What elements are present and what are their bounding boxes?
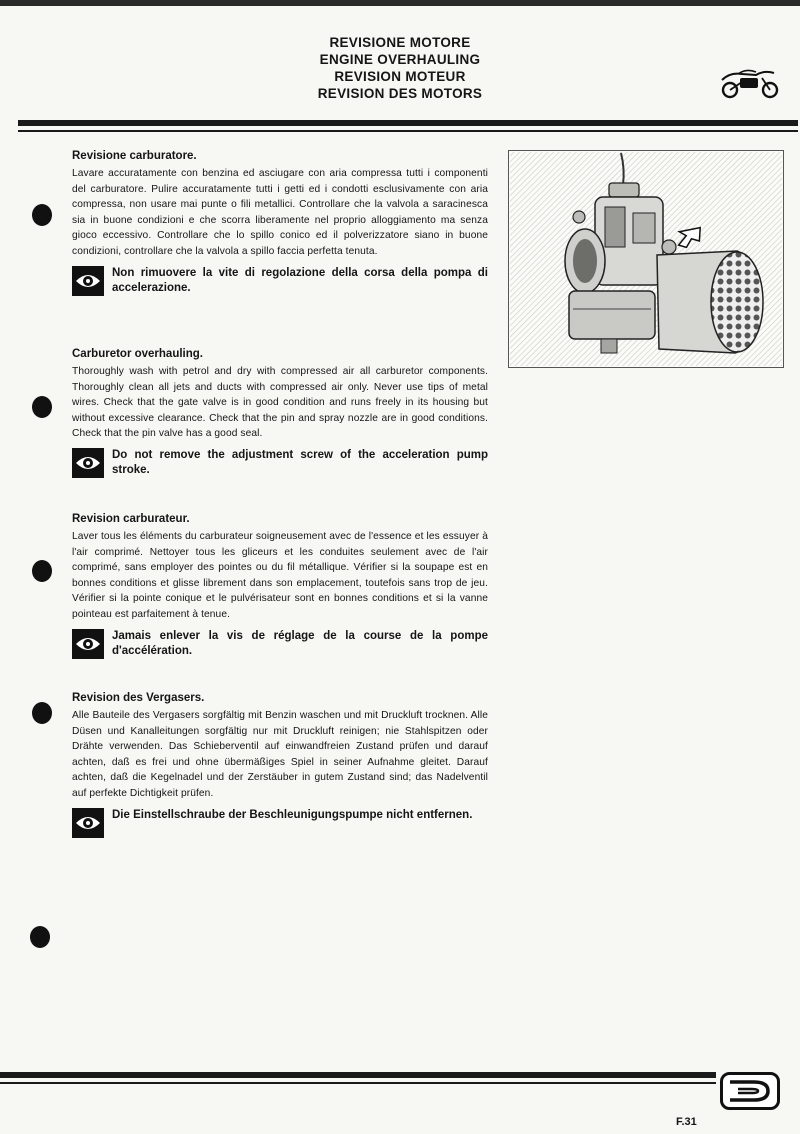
section-body: Thoroughly wash with petrol and dry with compressed air all carburetor components. Thoroughly clean all jets and ducts with compressed air only. Never use tips of metal wires. Check that the gate valve is in good condition and runs freely in its housing but without excessive clearance. Check that the pin and spray nozzle are in good conditions. Check that the pin valve has a good seal. [72, 366, 488, 440]
section-title: Carburetor overhauling. [72, 348, 203, 360]
title-italian: REVISIONE MOTORE [329, 35, 471, 50]
section-body: Alle Bauteile des Vergasers sorgfältig mit Benzin waschen und mit Druckluft trocknen. Alle Düsen und Kanalleitungen sorgfältig nur mit Druckluft reinigen; nie Stahlspitzen oder Drähte verwenden. Das Schieberventil auf einwandfreien Zustand prüfen und darauf achten, daß es frei und ohne übermäßiges Spiel in seiner Aufnahme gleitet. Darauf achten, daß die Kegelnadel und der Zerstäuber in gutem Zustand sind; das Nadelventil auf perfekte Dichtigkeit prüfen. [72, 710, 488, 799]
binder-hole [32, 702, 52, 724]
title-english: ENGINE OVERHAULING [319, 52, 481, 67]
footer-rule-thick [0, 1072, 716, 1078]
brand-logo-icon [720, 1072, 780, 1110]
binder-hole [32, 560, 52, 582]
header-rule-thick [18, 120, 798, 126]
warning-text: Non rimuovere la vite di regolazione della corsa della pompa di accelerazione. [112, 266, 488, 295]
footer-rule-thin [0, 1082, 716, 1084]
warning-note [72, 629, 488, 660]
warning-note [72, 448, 488, 479]
header-rule-thin [18, 130, 798, 132]
warning-note [72, 266, 488, 297]
title-german: REVISION DES MOTORS [317, 86, 483, 101]
carburetor-illustration [509, 151, 783, 367]
page-header [250, 34, 550, 102]
section-italian [72, 150, 488, 297]
title-french: REVISION MOTEUR [334, 69, 466, 84]
binder-hole [30, 926, 50, 948]
section-body: Lavare accuratamente con benzina ed asciugare con aria compressa tutti i componenti del carburatore. Pulire accuratamente tutti i getti ed i condotti esclusivamente con aria compressa, non usare mai punte o fili metallici. Controllare che la valvola a saracinesca sia in buone condizioni e che scorra liberamente nel proprio alloggiamento ma senza gioco eccessivo. Controllare che lo spillo conico ed il polverizzatore siano in buone condizioni, controllare che la valvola a spillo faccia perfetta tenuta. [72, 168, 488, 257]
section-french [72, 513, 488, 660]
section-title: Revision des Vergasers. [72, 692, 205, 704]
eye-icon [72, 808, 104, 838]
page-number: F.31 [676, 1116, 697, 1128]
warning-text: Jamais enlever la vis de réglage de la course de la pompe d'accélération. [112, 629, 488, 658]
motorcycle-icon [716, 64, 782, 100]
eye-icon [72, 448, 104, 478]
warning-note [72, 808, 488, 838]
binder-hole [32, 204, 52, 226]
section-german [72, 692, 488, 838]
top-border [0, 0, 800, 6]
section-title: Revisione carburatore. [72, 150, 197, 162]
eye-icon [72, 629, 104, 659]
warning-text: Die Einstellschraube der Beschleunigungspumpe nicht entfernen. [112, 808, 473, 821]
warning-text: Do not remove the adjustment screw of the acceleration pump stroke. [112, 448, 488, 477]
section-title: Revision carburateur. [72, 513, 190, 525]
section-body: Laver tous les éléments du carburateur soigneusement avec de l'essence et les essuyer à l'air comprimé. Nettoyer tous les gliceurs et les conduites seulement avec de l'air comprimé, sans employer des pointes ou du fil métallique. Vérifier si la soupape est en bonnes conditions et glisse librement dans son emplacement, toutefois sans trop de jeu. Vérifier si la pointe conique et le pulvérisateur sont en bonnes conditions et si la vanne pointeau est parfaitement à tenue. [72, 531, 488, 620]
binder-hole [32, 396, 52, 418]
eye-icon [72, 266, 104, 296]
section-english [72, 348, 488, 479]
carburetor-figure [508, 150, 784, 368]
